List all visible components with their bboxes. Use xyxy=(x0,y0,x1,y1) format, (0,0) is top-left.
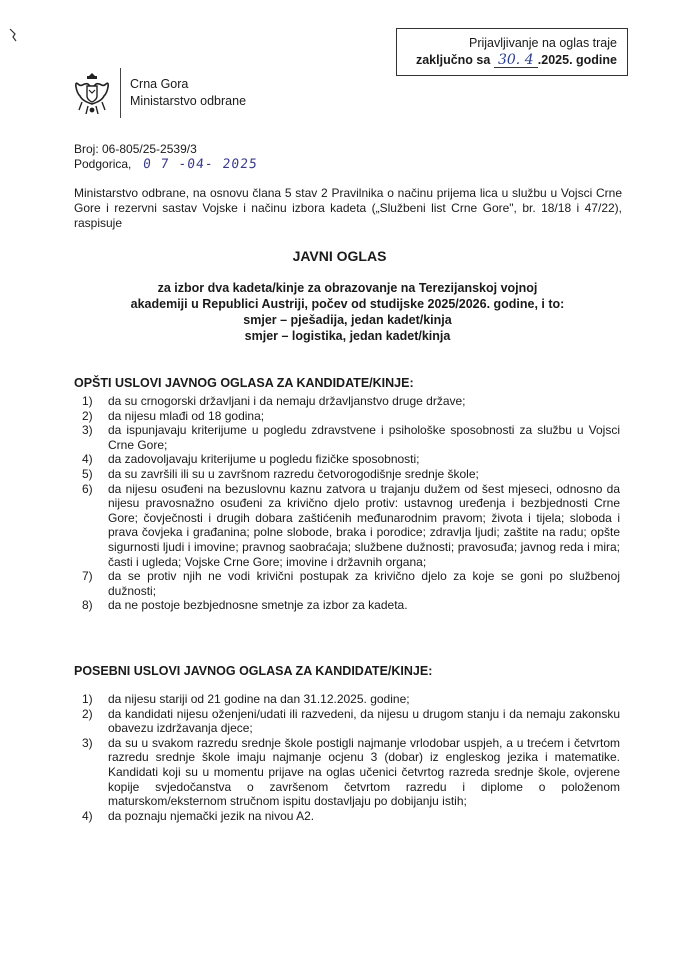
header-divider xyxy=(120,68,121,118)
reference-block xyxy=(74,142,257,172)
item-text: da ne postoje bezbjednosne smetnje za izbor za kadeta. xyxy=(108,598,408,613)
item-number: 6) xyxy=(82,481,93,496)
item-number: 8) xyxy=(82,598,93,613)
item-text: da ispunjavaju kriterijume u pogledu zdravstvene i psihološke sposobnosti za službu u Vojsci Crne Gore; xyxy=(108,423,620,452)
item-number: 2) xyxy=(82,408,93,423)
reference-place-date xyxy=(74,157,257,172)
item-text: da su u svakom razredu srednje škole postigli najmanje vrlodobar uspjeh, a u trećem i četvrtom razredu srednje škole imaju najmanje ocjenu 3 (dobar) iz engleskog jezika i matematike. Kandidati koji su u momentu prijave na oglas učenici četvrtog razreda srednje škole, ovjerene kopije svjedočanstva o završenom četvrtom razredu i diplome o položenom maturskom/eksternom stručnom ispitu dostavljaju po dobijanju istih; xyxy=(108,735,620,809)
item-number: 7) xyxy=(82,569,93,584)
reference-place: Podgorica, xyxy=(74,157,132,171)
item-text: da nijesu osuđeni na bezuslovnu kaznu zatvora u trajanju dužem od šest mjeseci, odnosno da nijesu pravosnažno osuđeni za krivično djelo protiv: ustavnog uređenja i bezbjednosti Crne Gore; čovječnosti i drugih dobara zaštićenih međunarodnim pravom; života i tijela; sloboda i prava čovjeka i građanina; polne slobode, braka i porodice; zdravlja ljudi; zaštite na radu; opšte sigurnosti ljudi i imovine; pravnog saobraćaja; službene dužnosti; pravosuđa; javnog reda i mira; časti i ugleda; Vojske Crne Gore; imovine i državnih organa; xyxy=(108,481,620,569)
subtitle-line-3: smjer – pješadija, jedan kadet/kinja xyxy=(243,313,452,327)
item-text: da poznaju njemački jezik na nivou A2. xyxy=(108,808,315,823)
item-number: 5) xyxy=(82,466,93,481)
item-number: 1) xyxy=(82,692,93,706)
list-item xyxy=(74,467,620,482)
list-item xyxy=(74,736,620,809)
deadline-prefix: zaključno sa xyxy=(415,53,491,67)
stamped-date: 0 7 -04- 2025 xyxy=(141,157,259,172)
deadline-suffix: .2025. godine xyxy=(537,53,617,67)
item-number: 3) xyxy=(82,423,93,438)
item-text: da nijesu stariji od 21 godine na dan 31.12.2025. godine; xyxy=(108,692,410,706)
item-number: 1) xyxy=(82,394,93,408)
coat-of-arms-icon xyxy=(72,70,112,116)
ministry-header xyxy=(130,76,246,110)
subtitle-line-1: za izbor dva kadeta/kinje za obrazovanje na Terezijanskoj vojnoj xyxy=(157,281,538,295)
deadline-box xyxy=(396,28,628,76)
special-conditions-heading: POSEBNI USLOVI JAVNOG OGLASA ZA KANDIDATE/KINJE: xyxy=(74,664,433,678)
country-name: Crna Gora xyxy=(130,77,189,91)
item-text: da kandidati nijesu oženjeni/udati ili razvedeni, da nijesu u drugom stanju i da nemaju zakonsku obavezu izdržavanja djece; xyxy=(108,706,620,736)
list-item xyxy=(74,423,620,452)
ministry-name: Ministarstvo odbrane xyxy=(130,94,247,108)
document-subtitle xyxy=(80,280,615,344)
item-text: da nijesu mlađi od 18 godina; xyxy=(108,408,265,423)
item-text: da su crnogorski državljani i da nemaju državljanstvo druge države; xyxy=(108,394,466,408)
list-item xyxy=(74,598,620,613)
list-item xyxy=(74,809,620,824)
deadline-line2 xyxy=(397,52,617,69)
document-title: JAVNI OGLAS xyxy=(292,248,387,264)
special-conditions-list xyxy=(74,692,620,823)
pen-mark-icon xyxy=(8,28,18,42)
item-number: 2) xyxy=(82,706,93,721)
subtitle-line-4: smjer – logistika, jedan kadet/kinja xyxy=(244,329,451,343)
reference-number: Broj: 06-805/25-2539/3 xyxy=(74,142,197,156)
item-number: 4) xyxy=(82,452,93,467)
item-text: da se protiv njih ne vodi krivični postupak za krivično djelo za koje se goni po službenoj dužnosti; xyxy=(108,569,620,598)
list-item xyxy=(74,394,620,409)
deadline-handwritten-date: 30. 4 xyxy=(494,54,538,68)
list-item xyxy=(74,482,620,570)
general-conditions-list xyxy=(74,394,620,613)
item-text: da zadovoljavaju kriterijume u pogledu fizičke sposobnosti; xyxy=(108,452,420,467)
list-item xyxy=(74,452,620,467)
item-number: 4) xyxy=(82,808,93,823)
general-conditions-heading: OPŠTI USLOVI JAVNOG OGLASA ZA KANDIDATE/KINJE: xyxy=(74,376,414,390)
item-number: 3) xyxy=(82,735,93,750)
list-item xyxy=(74,569,620,598)
list-item xyxy=(74,707,620,736)
deadline-line1: Prijavljivanje na oglas traje xyxy=(469,36,617,50)
subtitle-line-2: akademiji u Republici Austriji, počev od studijske 2025/2026. godine, i to: xyxy=(130,297,565,311)
intro-paragraph: Ministarstvo odbrane, na osnovu člana 5 stav 2 Pravilnika o načinu prijema lica u službu u Vojsci Crne Gore i rezervni sastav Vojske i načinu izbora kadeta („Službeni list Crne Gore", br. 18/18 i 47/22), raspisuje xyxy=(74,186,622,230)
list-item xyxy=(74,409,620,424)
list-item xyxy=(74,692,620,707)
item-text: da su završili ili su u završnom razredu četvorogodišnje srednje škole; xyxy=(108,466,479,481)
